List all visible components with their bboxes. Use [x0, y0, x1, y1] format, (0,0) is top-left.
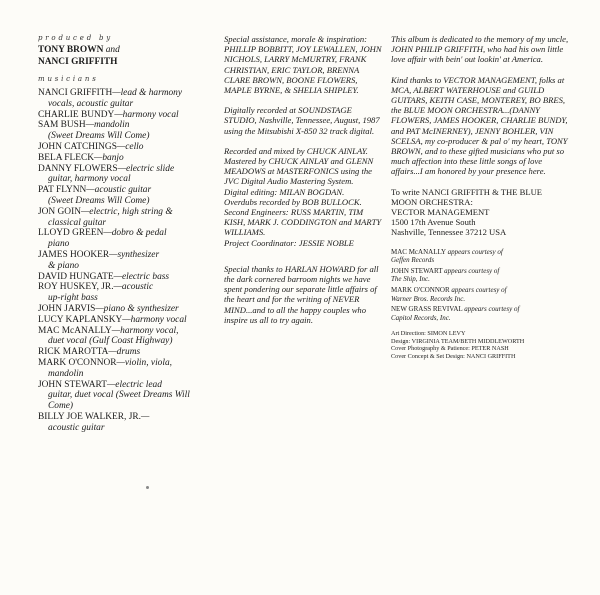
musician-entry — [38, 88, 206, 110]
musician-name: ROY HUSKEY, JR. — [38, 282, 114, 293]
musician-role: —electric bass — [113, 271, 170, 282]
musician-role-continued: up-right bass — [48, 293, 98, 304]
notes-paragraph: Recorded and mixed by CHUCK AINLAY. Mastered by CHUCK AINLAY and GLENN MEADOWS at MASTERFONICS using the JVC Digital Audio Mastering System. Digital editing: MILAN BOGDAN. Overdubs recorded by BOB BULLOCK. Second Engineers: RUSS MARTIN, TIM KISH, MARK J. CODDINGTON and MARTY WILLIAMS. Project Coordinator: JESSIE NOBLE — [224, 145, 382, 248]
musician-role: — — [140, 411, 150, 422]
producers — [38, 44, 206, 68]
notes-paragraph: Special thanks to HARLAN HOWARD for all the dark cornered barroom nights we have spent pondering our separate little affairs of the heart and for the writing of NEVER MIND...and to all the happy couples who inspire us all to try again. — [224, 263, 379, 325]
courtesy-label: The Ship, Inc. — [391, 275, 430, 284]
musician-role-continued: classical guitar — [48, 217, 107, 228]
musician-entry — [38, 412, 206, 434]
musician-entry — [38, 315, 206, 326]
courtesy-text: appears courtesy of — [444, 266, 500, 275]
musician-role: —acoustic — [113, 282, 154, 293]
producer-name: NANCI GRIFFITH — [38, 57, 118, 67]
musicians-heading: musicians — [38, 75, 99, 83]
musician-name: PAT FLYNN — [38, 185, 87, 196]
musician-entry — [38, 153, 206, 164]
musician-role-continued: mandolin — [48, 368, 84, 379]
notes-paragraph: Digitally recorded at SOUNDSTAGE STUDIO, Nashville, Tennessee, August, 1987 using the Mitsubishi X-850 32 track digital. — [224, 105, 380, 136]
musician-role: —cello — [116, 141, 144, 152]
musician-entry — [38, 120, 206, 142]
musician-list — [38, 88, 206, 434]
notes-paragraph: To write NANCI GRIFFITH & THE BLUE MOON ORCHESTRA: VECTOR MANAGEMENT 1500 17th Avenue South Nashville, Tennessee 37212 USA — [391, 186, 543, 238]
musician-role: —harmony vocal — [114, 109, 179, 120]
musician-role: —electric, high string & — [80, 206, 173, 217]
producer-name: TONY BROWN — [38, 45, 104, 55]
musician-name: SAM BUSH — [38, 120, 86, 131]
musician-entry — [38, 207, 206, 229]
musician-role: —electric lead — [106, 379, 162, 390]
courtesy-label: Warner Bros. Records Inc. — [391, 294, 466, 303]
musician-entry — [38, 110, 206, 121]
courtesy-name: MAC McANALLY — [391, 247, 446, 256]
producer-and: and — [105, 45, 120, 55]
musician-role-continued: guitar, harmony vocal — [48, 174, 131, 185]
musician-role: —acoustic guitar — [86, 185, 152, 196]
courtesy-label: Geffen Records — [391, 256, 435, 265]
musician-role: —synthesizer — [109, 249, 160, 260]
musician-entry — [38, 164, 206, 186]
courtesy-entry — [391, 305, 569, 322]
produced-by-heading: produced by — [38, 34, 114, 42]
musician-role-continued: (Sweet Dreams Will Come) — [48, 195, 150, 206]
courtesy-text: appears courtesy of — [447, 247, 503, 256]
musician-entry — [38, 250, 206, 272]
musician-entry — [38, 304, 206, 315]
courtesy-list — [391, 248, 569, 323]
musician-entry — [38, 272, 206, 283]
credit-line: Cover Photography & Patience: PETER NASH — [391, 345, 509, 353]
credit-line: Art Direction: SIMON LEVY — [391, 330, 466, 338]
musician-name: JON GOIN — [38, 206, 81, 217]
musician-name: JOHN JARVIS — [38, 303, 96, 314]
musician-name: RICK MAROTTA — [38, 347, 109, 358]
musician-name: JOHN CATCHINGS — [38, 141, 117, 152]
credit-line: Cover Concept & Set Design: NANCI GRIFFITH — [391, 352, 516, 360]
courtesy-entry — [391, 267, 569, 284]
musician-role-continued: & piano — [48, 260, 79, 271]
musician-entry — [38, 380, 206, 412]
musician-role: —banjo — [94, 152, 124, 163]
musician-name: LUCY KAPLANSKY — [38, 314, 123, 325]
musician-role-continued: guitar, duet vocal (Sweet Dreams Will Come) — [48, 390, 190, 412]
notes-paragraph: Kind thanks to VECTOR MANAGEMENT, folks at MCA, ALBERT WATERHOUSE and GUILD GUITARS, KEITH CASE, MONTEREY, BO BRES, the BLUE MOON ORCHESTRA...(DANNY FLOWERS, JAMES HOOKER, CHARLIE BUNDY, and PAT McINERNEY), JENNY BOHLER, VIN SCELSA, my co-producer & pal o' my heart, TONY BROWN, and to these gifted musicians who put so much affection into these little songs of love affairs...I am honored by your presence here. — [391, 74, 568, 177]
courtesy-name: JOHN STEWART — [391, 266, 443, 275]
notes-paragraph: This album is dedicated to the memory of my uncle, JOHN PHILIP GRIFFITH, who had his own little love affair with bein' out lookin' at America. — [391, 34, 569, 65]
musician-role: —piano & synthesizer — [95, 303, 179, 314]
credits-column-right — [391, 34, 569, 360]
musician-name: BELA FLECK — [38, 152, 94, 163]
credit-line: Design: VIRGINIA TEAM/BETH MIDDLEWORTH — [391, 337, 525, 345]
musician-role: —drums — [108, 347, 141, 358]
courtesy-entry — [391, 248, 569, 265]
musician-entry — [38, 358, 206, 380]
courtesy-name: NEW GRASS REVIVAL — [391, 305, 463, 314]
musician-name: MARK O'CONNOR — [38, 357, 117, 368]
musician-entry — [38, 326, 206, 348]
musician-entry — [38, 282, 206, 304]
art-credits — [391, 330, 569, 360]
musician-role: —electric slide — [117, 163, 175, 174]
dedication-and-thanks — [391, 34, 569, 238]
musician-entry — [38, 185, 206, 207]
musician-role: —mandolin — [85, 120, 130, 131]
notes-paragraph: Special assistance, morale & inspiration: PHILLIP BOBBITT, JOY LEWALLEN, JOHN NICHOLS, LARRY McMURTRY, FRANK CHRISTIAN, ERIC TAYLOR, BRENNA CLARE BROWN, BOONE FLOWERS, MAPLE BYRNE, & SHELIA SHIPLEY. — [224, 34, 382, 96]
musician-role: —harmony vocal — [122, 314, 187, 325]
musician-name: DAVID HUNGATE — [38, 271, 114, 282]
musician-entry — [38, 347, 206, 358]
credits-column-left — [38, 34, 206, 434]
musician-name: DANNY FLOWERS — [38, 163, 118, 174]
musician-name: CHARLIE BUNDY — [38, 109, 115, 120]
musician-role-continued: (Sweet Dreams Will Come) — [48, 131, 150, 142]
musician-entry — [38, 228, 206, 250]
credits-column-middle — [224, 34, 386, 335]
musician-name: MAC McANALLY — [38, 325, 112, 336]
courtesy-text: appears courtesy of — [464, 305, 520, 314]
musician-name: JAMES HOOKER — [38, 249, 110, 260]
musician-role-continued: piano — [48, 239, 70, 250]
musician-name: BILLY JOE WALKER, JR. — [38, 411, 141, 422]
courtesy-label: Capitol Records, Inc. — [391, 313, 451, 322]
musician-role-continued: duet vocal (Gulf Coast Highway) — [48, 336, 173, 347]
musician-entry — [38, 142, 206, 153]
courtesy-entry — [391, 286, 569, 303]
musician-role: —violin, viola, — [116, 357, 172, 368]
musician-name: LLOYD GREEN — [38, 228, 104, 239]
musician-role: —harmony vocal, — [111, 325, 179, 336]
musician-role-continued: acoustic guitar — [48, 422, 105, 433]
courtesy-text: appears courtesy of — [451, 286, 507, 295]
musician-name: JOHN STEWART — [38, 379, 107, 390]
musician-role: —lead & harmony — [112, 88, 183, 98]
musician-name: NANCI GRIFFITH — [38, 88, 113, 98]
musician-role-continued: vocals, acoustic guitar — [48, 98, 134, 109]
paper-speck — [146, 486, 149, 489]
courtesy-name: MARK O'CONNOR — [391, 286, 450, 295]
musician-role: —dobro & pedal — [103, 228, 167, 239]
